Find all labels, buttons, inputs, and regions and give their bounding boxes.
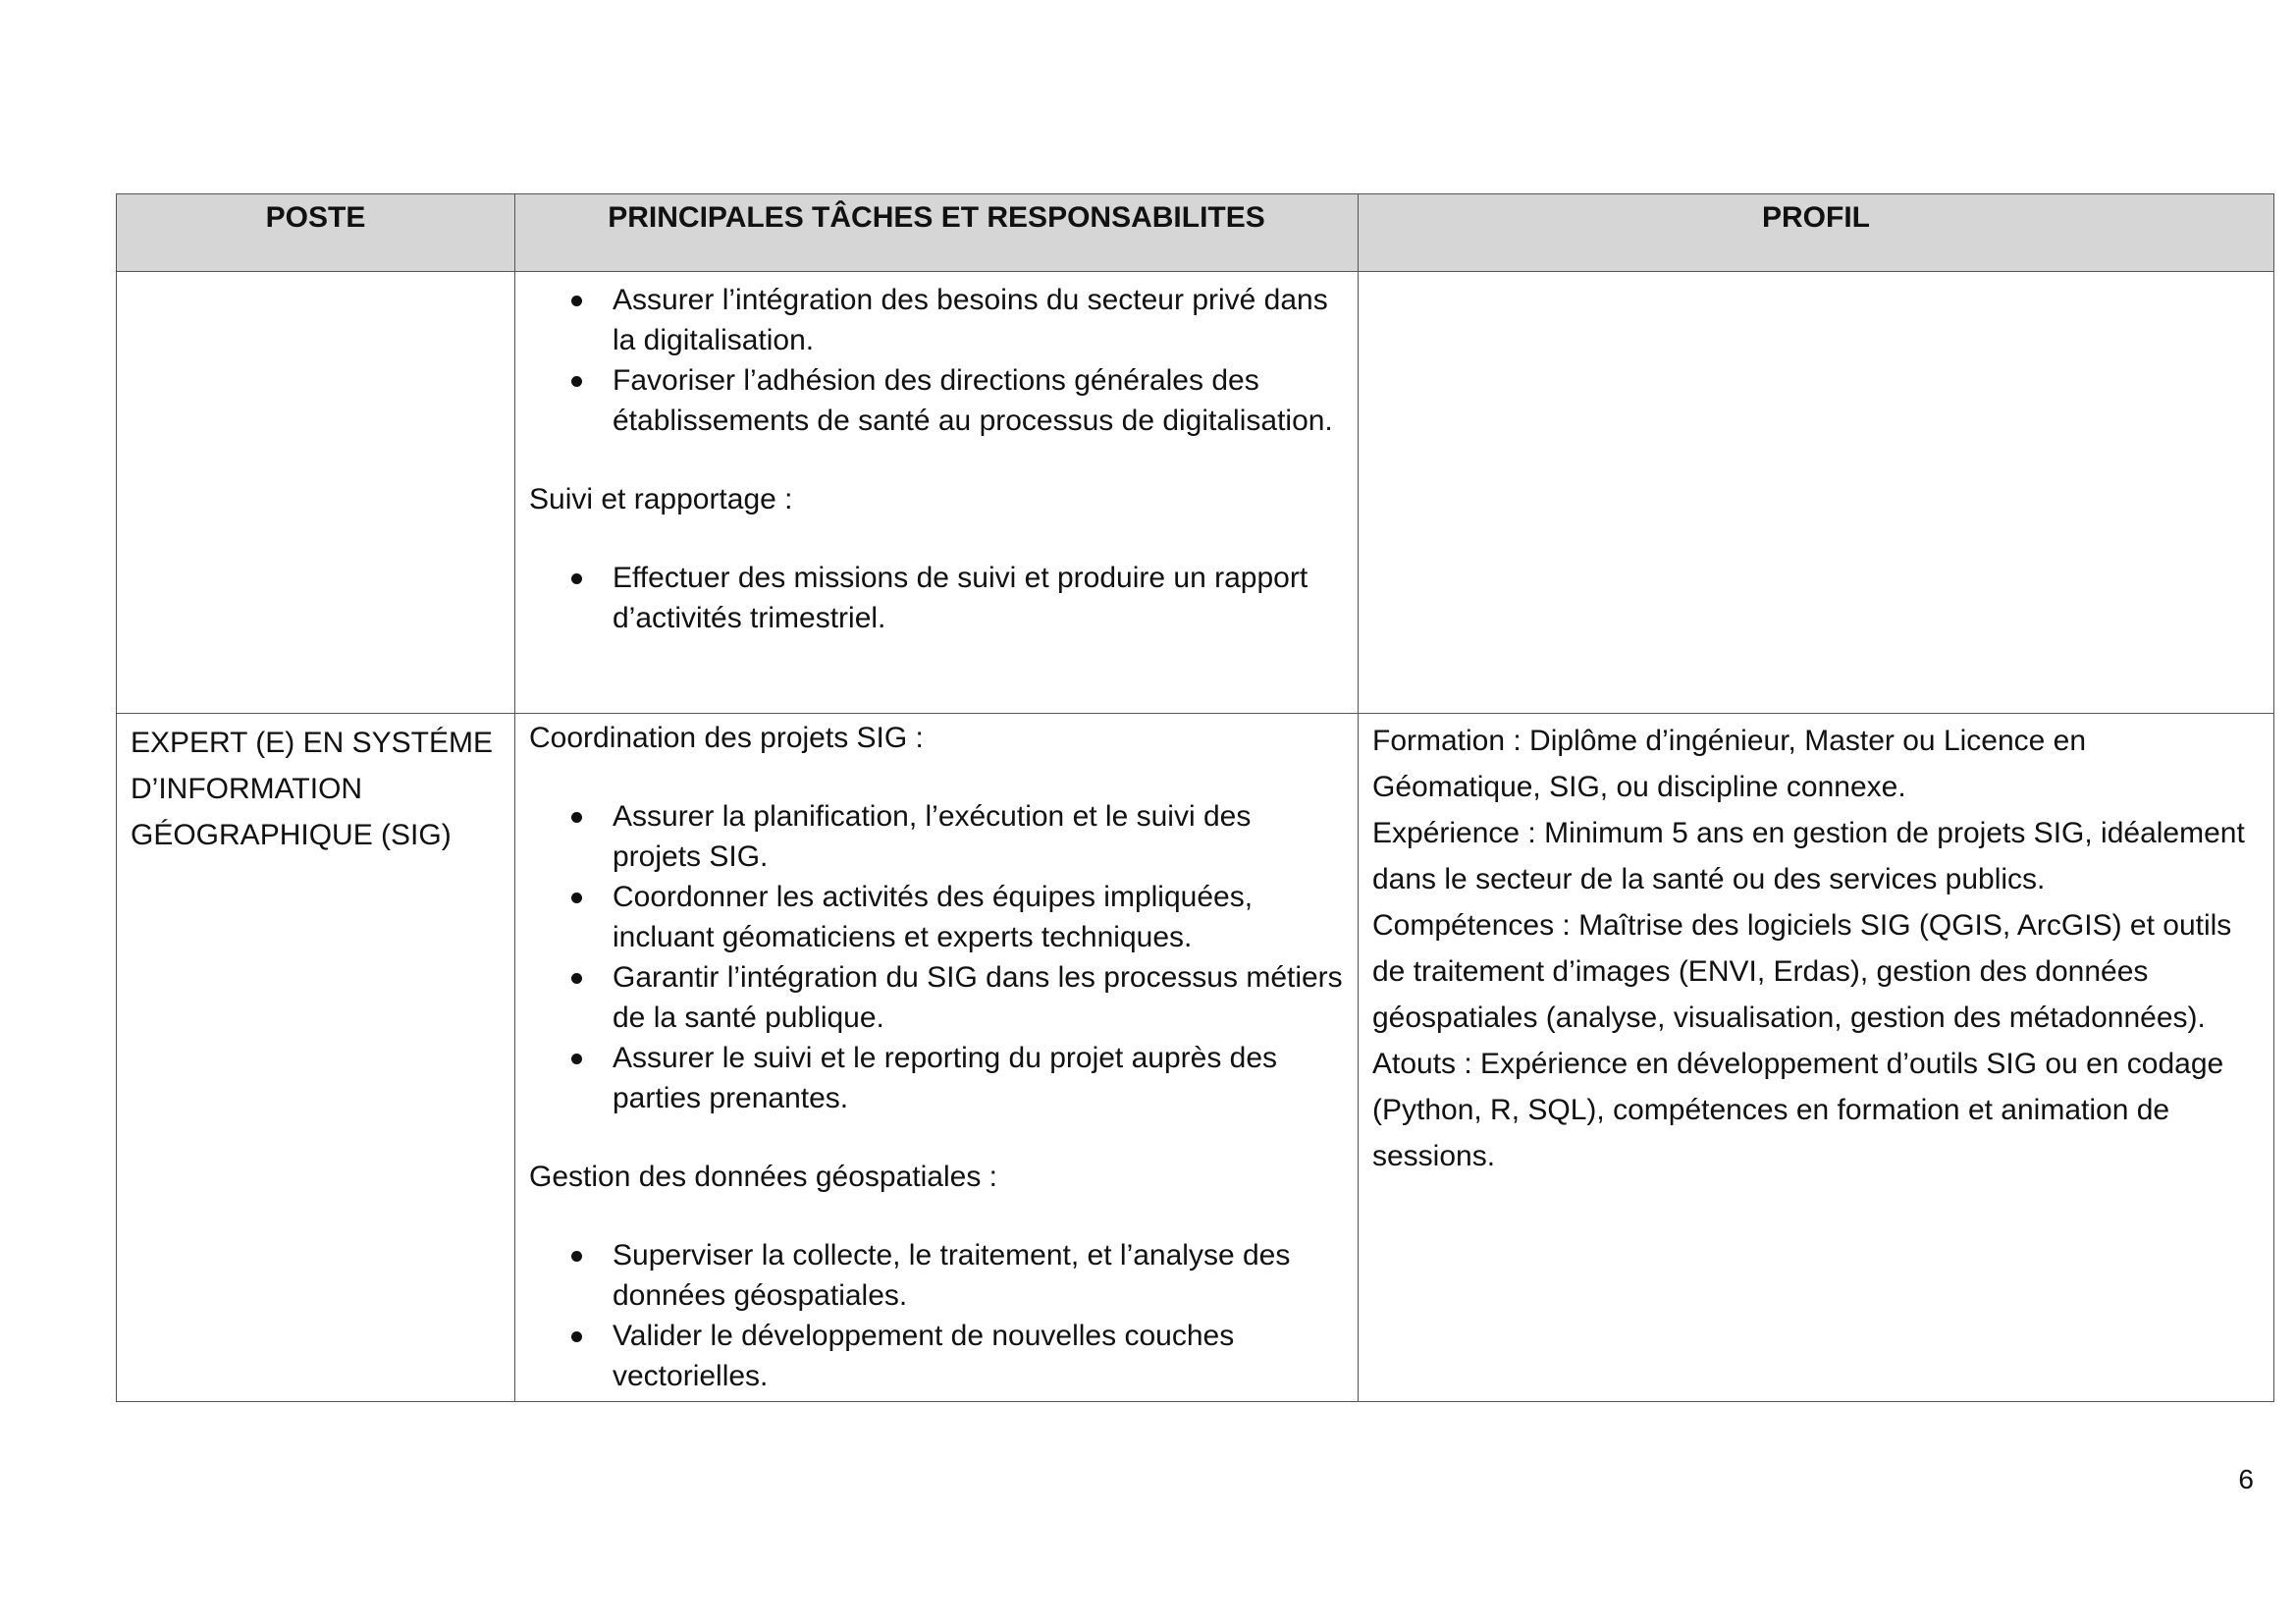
header-poste: POSTE <box>117 194 515 272</box>
list-item: Coordonner les activités des équipes impliquées, incluant géomaticiens et experts techniques. <box>613 877 1344 957</box>
list-item: Superviser la collecte, le traitement, et l’analyse des données géospatiales. <box>613 1235 1344 1316</box>
header-profil: PROFIL <box>1359 194 2274 272</box>
tasks-list <box>529 796 1344 1118</box>
section-label: Gestion des données géospatiales : <box>529 1161 997 1193</box>
list-item: Garantir l’intégration du SIG dans les processus métiers de la santé publique. <box>613 957 1344 1038</box>
table-row <box>117 272 2274 714</box>
section-label: Coordination des projets SIG : <box>529 722 924 754</box>
profil-cell <box>1359 272 2274 714</box>
tasks-list <box>529 280 1344 441</box>
profil-experience: Expérience : Minimum 5 ans en gestion de projets SIG, idéalement dans le secteur de la santé ou des services publics. <box>1372 817 2245 895</box>
list-item: Valider le développement de nouvelles couches vectorielles. <box>613 1316 1344 1396</box>
page-number: 6 <box>2238 1464 2254 1494</box>
table-row <box>117 714 2274 1402</box>
list-item: Assurer la planification, l’exécution et le suivi des projets SIG. <box>613 796 1344 877</box>
list-item: Effectuer des missions de suivi et produire un rapport d’activités trimestriel. <box>613 558 1344 638</box>
header-taches: PRINCIPALES TÂCHES ET RESPONSABILITES <box>515 194 1359 272</box>
profil-formation: Formation : Diplôme d’ingénieur, Master ou Licence en Géomatique, SIG, ou discipline connexe. <box>1372 725 2087 803</box>
list-item: Assurer l’intégration des besoins du secteur privé dans la digitalisation. <box>613 280 1344 360</box>
profil-cell <box>1359 714 2274 1402</box>
poste-text <box>131 272 501 278</box>
list-item: Favoriser l’adhésion des directions générales des établissements de santé au processus de digitalisation. <box>613 360 1344 441</box>
tasks-list <box>529 558 1344 638</box>
tasks-cell <box>515 714 1359 1402</box>
profil-atouts: Atouts : Expérience en développement d’outils SIG ou en codage (Python, R, SQL), compétences en formation et animation de sessions. <box>1372 1048 2224 1172</box>
poste-cell <box>117 272 515 714</box>
list-item: Assurer le suivi et le reporting du projet auprès des parties prenantes. <box>613 1038 1344 1118</box>
profil-competences: Compétences : Maîtrise des logiciels SIG (QGIS, ArcGIS) et outils de traitement d’images (ENVI, Erdas), gestion des données géospatiales (analyse, visualisation, gestion des métadonnées). <box>1372 909 2232 1034</box>
tasks-list <box>529 1235 1344 1396</box>
poste-cell <box>117 714 515 1402</box>
profil-block <box>1372 714 2260 1179</box>
tasks-cell <box>515 272 1359 714</box>
section-label: Suivi et rapportage : <box>529 483 793 515</box>
roles-table <box>116 193 2274 1402</box>
table-header-row <box>117 194 2274 272</box>
poste-text: EXPERT (E) EN SYSTÉME D’INFORMATION GÉOGRAPHIQUE (SIG) <box>131 727 493 851</box>
